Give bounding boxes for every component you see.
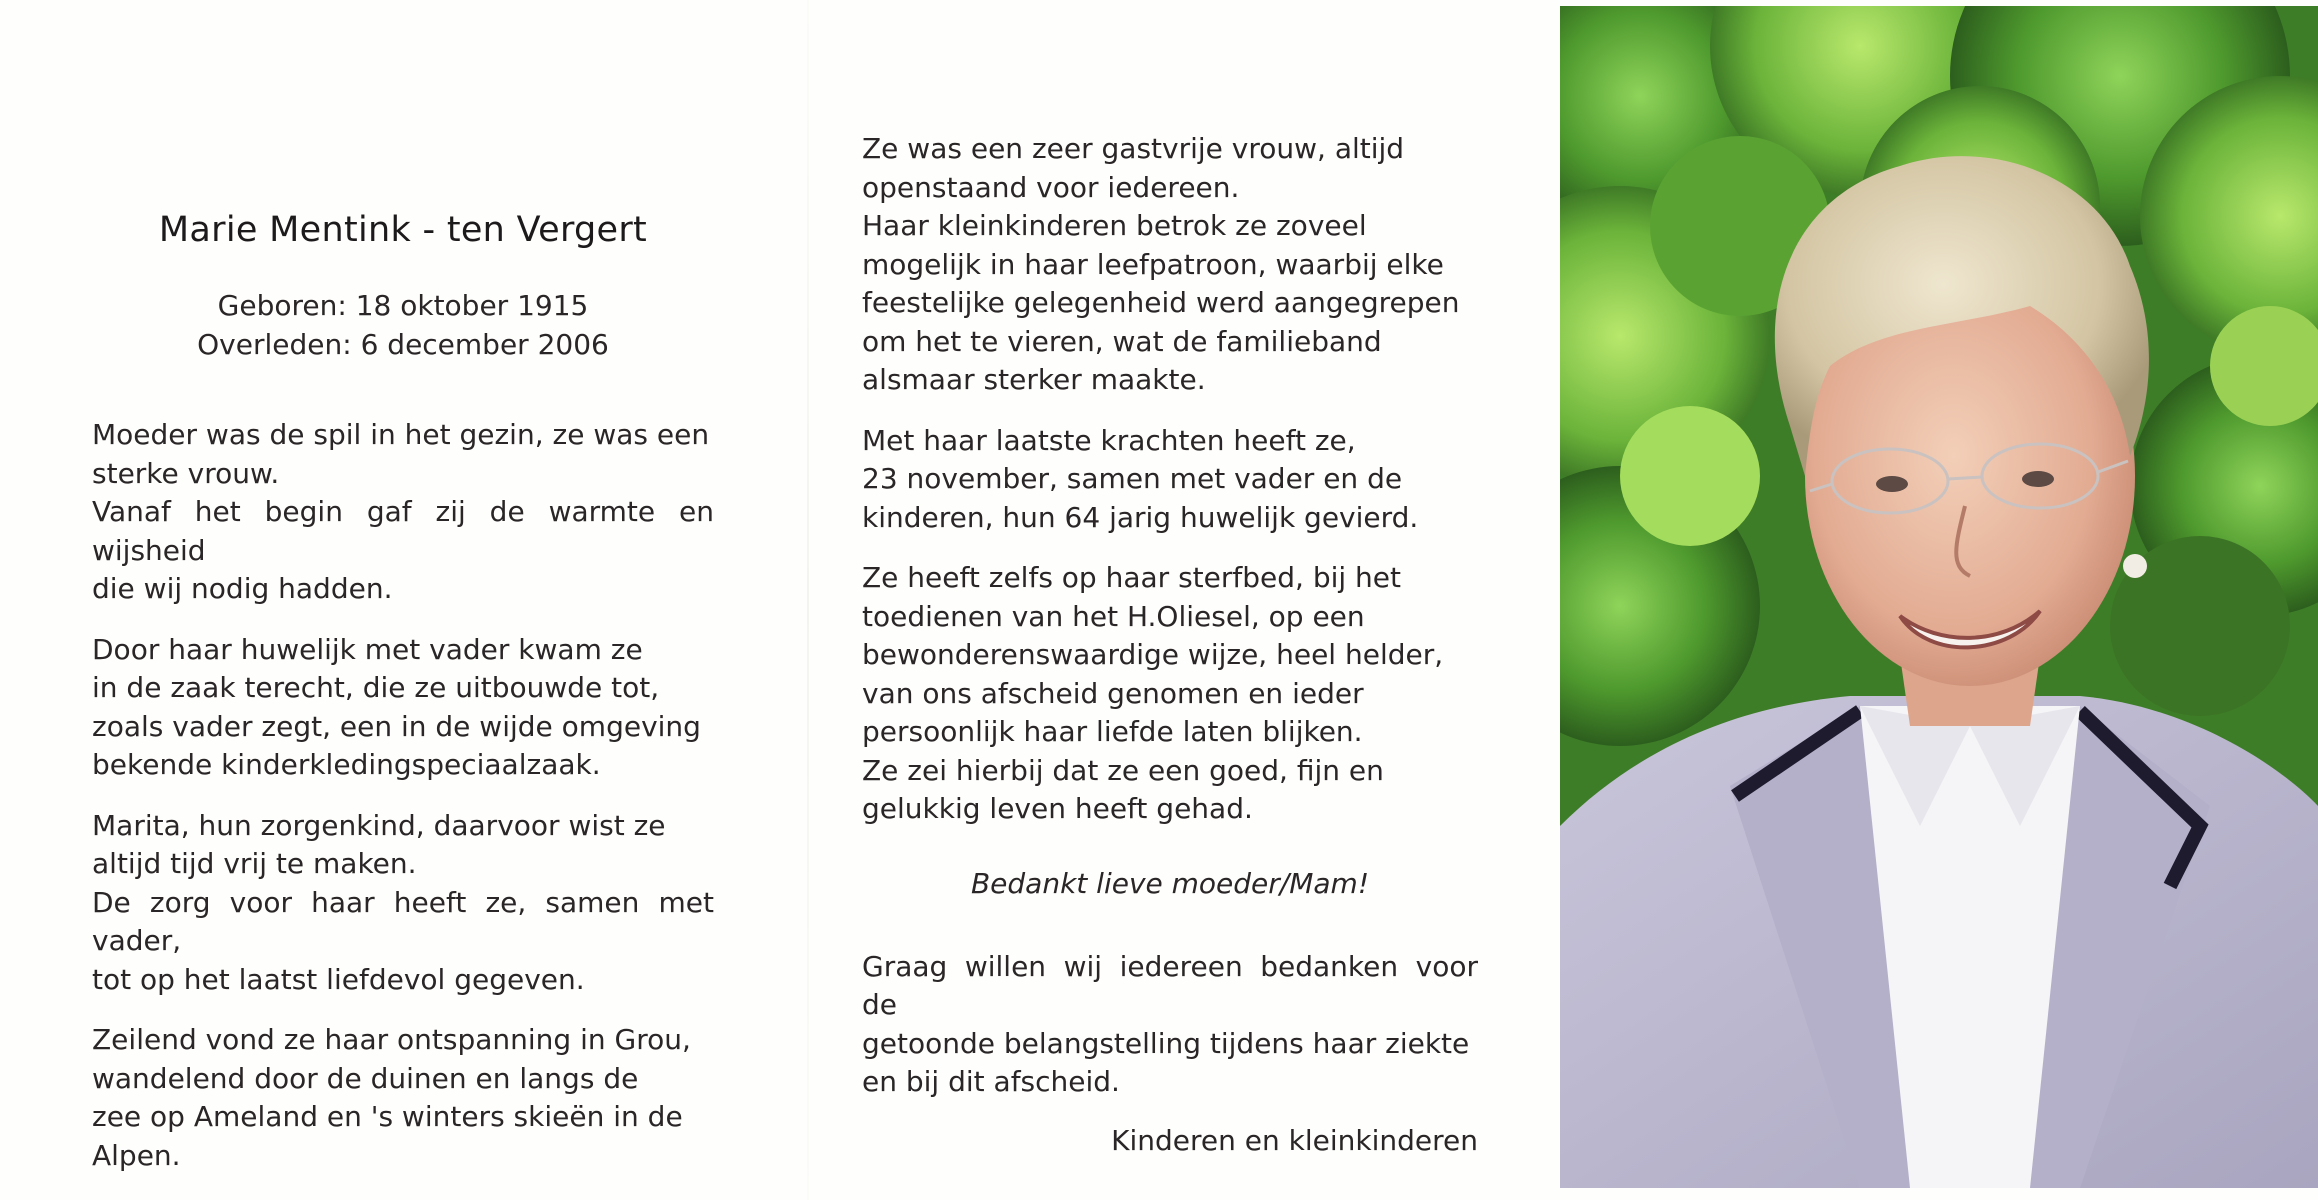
death-date: Overleden: 6 december 2006: [197, 328, 609, 361]
paragraph: [92, 807, 714, 1000]
text-line: Ze zei hierbij dat ze een goed, fijn en: [862, 753, 1384, 787]
portrait-photo: [1560, 6, 2318, 1188]
middle-panel: [862, 130, 1478, 1157]
text-line: Moeder was de spil in het gezin, ze was een: [92, 418, 710, 451]
paragraph: [862, 948, 1478, 1102]
text-line: mogelijk in haar leefpatroon, waarbij elke: [862, 247, 1444, 281]
text-line: altijd tijd vrij te maken.: [92, 847, 417, 880]
text-line: tot op het laatst liefdevol gegeven.: [92, 962, 585, 996]
text-line: Graag willen wij iedereen bedanken voor de: [862, 949, 1478, 1021]
text-line: gelukkig leven heeft gehad.: [862, 792, 1253, 825]
portrait-illustration: [1560, 6, 2318, 1188]
paragraph: [862, 559, 1478, 829]
text-line: om het te vieren, wat de familieband: [862, 324, 1382, 358]
paragraph: [92, 631, 714, 785]
paragraph: [92, 416, 714, 609]
text-line: Ze was een zeer gastvrije vrouw, altijd: [862, 132, 1405, 165]
text-line: die wij nodig hadden.: [92, 572, 393, 605]
text-line: bekende kinderkledingspeciaalzaak.: [92, 748, 601, 781]
paragraph: [862, 130, 1478, 400]
text-line: kinderen, hun 64 jarig huwelijk gevierd.: [862, 500, 1419, 534]
middle-body-text: [862, 130, 1478, 829]
text-line: wandelend door de duinen en langs de: [92, 1061, 639, 1095]
earring: [2123, 554, 2147, 578]
text-line: alsmaar sterker maakte.: [862, 363, 1206, 396]
text-line: zoals vader zegt, een in de wijde omgeving: [92, 709, 701, 743]
text-line: sterke vrouw.: [92, 456, 280, 490]
text-line: persoonlijk haar liefde laten blijken.: [862, 715, 1363, 748]
text-line: Met haar laatste krachten heeft ze,: [862, 423, 1356, 457]
card-fold-line: [807, 0, 809, 1200]
text-line: 23 november, samen met vader en de: [862, 462, 1403, 495]
birth-date: Geboren: 18 oktober 1915: [217, 289, 589, 322]
paragraph: [92, 1021, 714, 1175]
text-line: zee op Ameland en 's winters skieën in de: [92, 1100, 683, 1133]
closing-line: Bedankt lieve moeder/Mam!: [970, 866, 1370, 900]
text-line: Alpen.: [92, 1138, 181, 1172]
text-line: Ze heeft zelfs op haar sterfbed, bij het: [862, 561, 1401, 594]
left-panel: [92, 190, 714, 1197]
text-line: bewonderenswaardige wijze, heel helder,: [862, 638, 1444, 671]
life-dates: [92, 286, 714, 364]
text-line: en bij dit afscheid.: [862, 1065, 1120, 1098]
text-line: Marita, hun zorgenkind, daarvoor wist ze: [92, 808, 666, 842]
text-line: van ons afscheid genomen en ieder: [862, 676, 1364, 710]
text-line: Door haar huwelijk met vader kwam ze: [92, 632, 643, 666]
text-line: De zorg voor haar heeft ze, samen met vader,: [92, 885, 714, 957]
text-line: getoonde belangstelling tijdens haar ziekte: [862, 1026, 1470, 1060]
thanks-text: [862, 948, 1478, 1102]
text-line: in de zaak terecht, die ze uitbouwde tot,: [92, 671, 660, 704]
text-line: openstaand voor iedereen.: [862, 170, 1240, 204]
text-line: Zeilend vond ze haar ontspanning in Grou,: [92, 1023, 691, 1056]
left-body-text: [92, 416, 714, 1175]
deceased-name: Marie Mentink - ten Vergert: [158, 210, 648, 250]
text-line: feestelijke gelegenheid werd aangegrepen: [862, 286, 1460, 319]
text-line: Vanaf het begin gaf zij de warmte en wijsheid: [92, 495, 714, 567]
signature: Kinderen en kleinkinderen: [1111, 1123, 1478, 1157]
text-line: Haar kleinkinderen betrok ze zoveel: [862, 209, 1367, 242]
paragraph: [862, 422, 1478, 538]
text-line: toedienen van het H.Oliesel, op een: [862, 599, 1365, 633]
